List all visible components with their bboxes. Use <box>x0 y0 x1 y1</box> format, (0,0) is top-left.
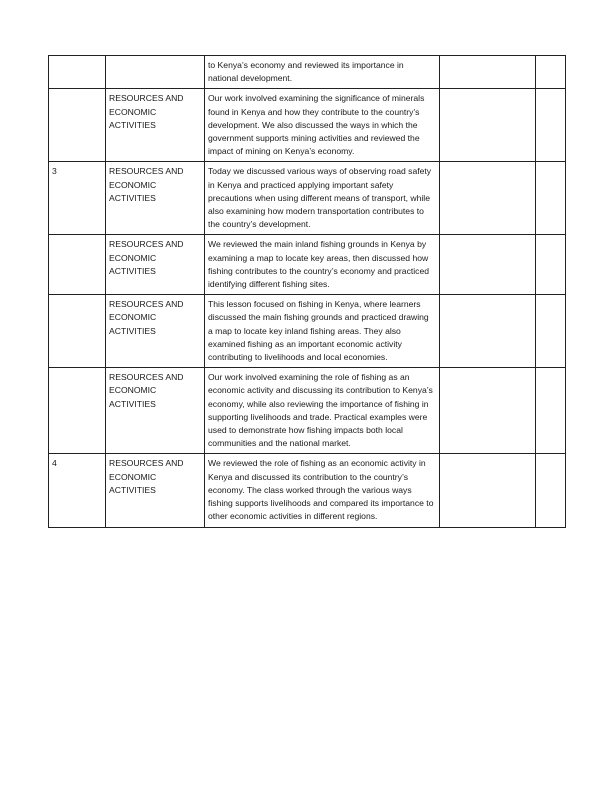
table-row <box>49 56 566 89</box>
empty-cell <box>440 368 536 454</box>
table-row <box>49 162 566 235</box>
week-cell: 3 <box>49 162 106 235</box>
strand-cell <box>106 56 205 89</box>
empty-cell <box>536 89 566 162</box>
table-row <box>49 454 566 527</box>
empty-cell <box>440 235 536 295</box>
summary-cell: Our work involved examining the significance of minerals found in Kenya and how they contribute to the country’s development. We also discussed the ways in which the government supports mining activities and reviewed the impact of mining on Kenya’s economy. <box>205 89 440 162</box>
summary-cell: Our work involved examining the role of fishing as an economic activity and discussing its contribution to Kenya’s economy, while also reviewing the importance of fishing in supporting livelihoods and trade. Practical examples were used to demonstrate how fishing impacts both local communities and the national market. <box>205 368 440 454</box>
week-cell <box>49 235 106 295</box>
table-row <box>49 235 566 295</box>
strand-cell: RESOURCES AND ECONOMIC ACTIVITIES <box>106 295 205 368</box>
empty-cell <box>536 235 566 295</box>
summary-cell: to Kenya’s economy and reviewed its importance in national development. <box>205 56 440 89</box>
empty-cell <box>536 295 566 368</box>
week-cell <box>49 56 106 89</box>
empty-cell <box>536 162 566 235</box>
strand-cell: RESOURCES AND ECONOMIC ACTIVITIES <box>106 454 205 527</box>
empty-cell <box>440 454 536 527</box>
empty-cell <box>536 56 566 89</box>
summary-cell: We reviewed the main inland fishing grounds in Kenya by examining a map to locate key areas, then discussed how fishing contributes to the country’s economy and practiced identifying different fishing sites. <box>205 235 440 295</box>
week-cell: 4 <box>49 454 106 527</box>
empty-cell <box>536 454 566 527</box>
table-row <box>49 89 566 162</box>
strand-cell: RESOURCES AND ECONOMIC ACTIVITIES <box>106 162 205 235</box>
strand-cell: RESOURCES AND ECONOMIC ACTIVITIES <box>106 368 205 454</box>
table-row <box>49 295 566 368</box>
table-row <box>49 368 566 454</box>
lesson-log-table <box>48 55 566 528</box>
strand-cell: RESOURCES AND ECONOMIC ACTIVITIES <box>106 89 205 162</box>
empty-cell <box>536 368 566 454</box>
week-cell <box>49 295 106 368</box>
strand-cell: RESOURCES AND ECONOMIC ACTIVITIES <box>106 235 205 295</box>
week-cell <box>49 368 106 454</box>
empty-cell <box>440 56 536 89</box>
empty-cell <box>440 162 536 235</box>
empty-cell <box>440 295 536 368</box>
week-cell <box>49 89 106 162</box>
summary-cell: We reviewed the role of fishing as an economic activity in Kenya and discussed its contribution to the country’s economy. The class worked through the various ways fishing supports livelihoods and compared its importance to other economic activities in different regions. <box>205 454 440 527</box>
summary-cell: This lesson focused on fishing in Kenya, where learners discussed the main fishing grounds and practiced drawing a map to locate key inland fishing areas. They also examined fishing as an important economic activity contributing to livelihoods and local economies. <box>205 295 440 368</box>
summary-cell: Today we discussed various ways of observing road safety in Kenya and practiced applying important safety precautions when using different means of transport, while also examining how modern transportation contributes to the country’s development. <box>205 162 440 235</box>
empty-cell <box>440 89 536 162</box>
